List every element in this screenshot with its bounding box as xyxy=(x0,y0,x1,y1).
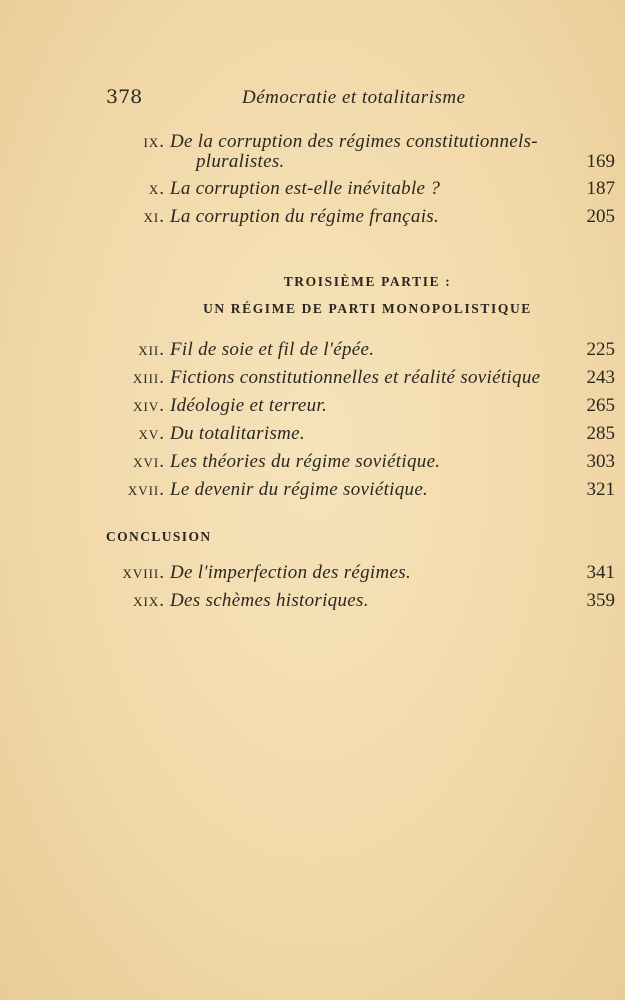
chapter-page: 303 xyxy=(586,451,615,472)
chapter-title-continued: pluralistes. xyxy=(196,151,285,172)
part-heading: TROISIÈME PARTIE : xyxy=(283,274,452,289)
chapter-number: xi. xyxy=(143,206,165,227)
chapter-page: 265 xyxy=(586,395,615,416)
toc-entry xyxy=(0,178,625,204)
chapter-title: Idéologie et terreur. xyxy=(170,395,328,416)
chapter-page: 359 xyxy=(586,590,615,611)
toc-entry xyxy=(0,423,625,449)
toc-entry xyxy=(0,479,625,505)
chapter-title: Les théories du régime soviétique. xyxy=(170,451,441,472)
toc-entry xyxy=(0,451,625,477)
toc-entry-continued xyxy=(0,151,625,177)
chapter-number: xviii. xyxy=(122,562,165,583)
chapter-page: 341 xyxy=(586,562,615,583)
chapter-title: De la corruption des régimes constitutionnels- xyxy=(170,131,538,152)
toc-entry xyxy=(0,339,625,365)
chapter-page: 285 xyxy=(586,423,615,444)
toc-entry xyxy=(0,367,625,393)
toc-entry xyxy=(0,590,625,616)
part-subheading: UN RÉGIME DE PARTI MONOPOLISTIQUE xyxy=(203,301,532,316)
chapter-title: De l'imperfection des régimes. xyxy=(170,562,412,583)
chapter-title: Fil de soie et fil de l'épée. xyxy=(170,339,375,360)
chapter-number: xix. xyxy=(133,590,165,611)
chapter-number: xvi. xyxy=(133,451,165,472)
chapter-title: La corruption est-elle inévitable ? xyxy=(170,178,441,199)
chapter-number: xv. xyxy=(138,423,165,444)
chapter-page: 321 xyxy=(586,479,615,500)
chapter-page: 243 xyxy=(586,367,615,388)
toc-entry xyxy=(0,562,625,588)
chapter-title: Fictions constitutionnelles et réalité soviétique xyxy=(170,367,541,388)
chapter-title: Du totalitarisme. xyxy=(170,423,305,444)
chapter-page: 225 xyxy=(586,339,615,360)
running-title: Démocratie et totalitarisme xyxy=(242,87,466,108)
toc-entry xyxy=(0,206,625,232)
chapter-number: xii. xyxy=(138,339,165,360)
toc-entry xyxy=(0,395,625,421)
chapter-title: Des schèmes historiques. xyxy=(170,590,369,611)
chapter-number: xiv. xyxy=(133,395,165,416)
chapter-title: La corruption du régime français. xyxy=(170,206,440,227)
chapter-number: xiii. xyxy=(132,367,165,388)
chapter-page: 205 xyxy=(586,206,615,227)
page-number: 378 xyxy=(106,86,143,108)
chapter-number: ix. xyxy=(143,131,165,152)
chapter-title: Le devenir du régime soviétique. xyxy=(170,479,429,500)
chapter-page: 169 xyxy=(586,151,615,172)
chapter-number: xvii. xyxy=(127,479,165,500)
conclusion-heading: CONCLUSION xyxy=(106,529,212,544)
chapter-number: x. xyxy=(148,178,165,199)
chapter-page: 187 xyxy=(586,178,615,199)
